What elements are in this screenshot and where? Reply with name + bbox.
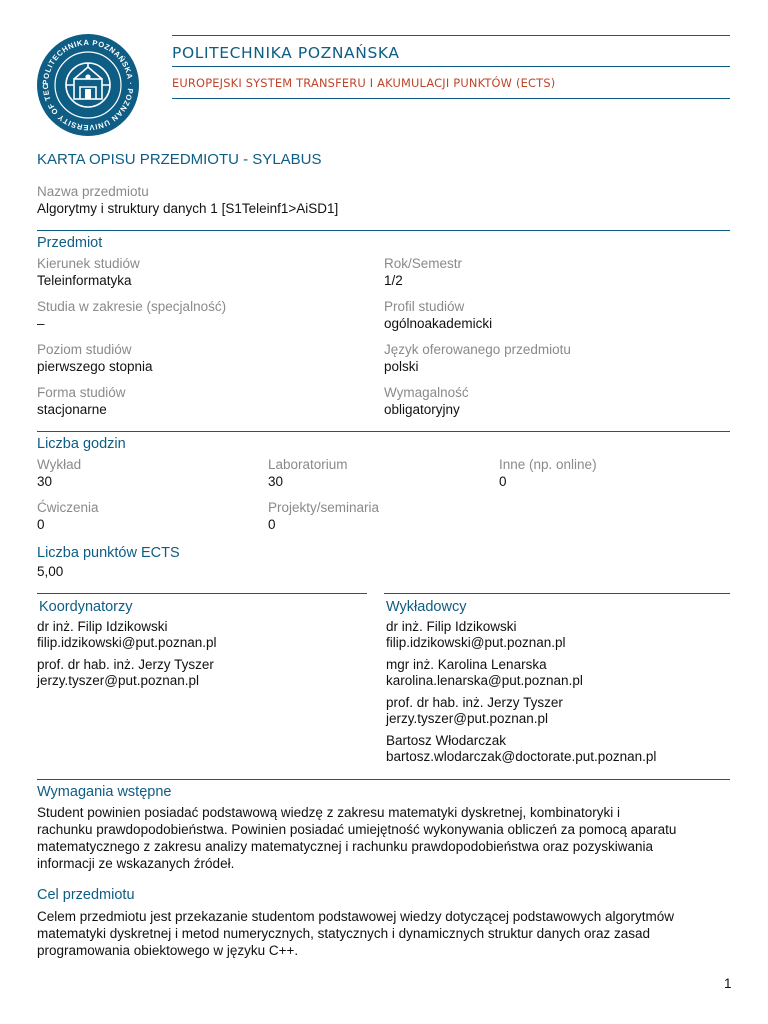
header-top-rule	[172, 35, 730, 36]
field-value: obligatoryjny	[384, 402, 460, 417]
hours-value: 30	[268, 474, 284, 489]
field-label: Profil studiów	[384, 299, 465, 314]
lecturer-email[interactable]: karolina.lenarska@put.poznan.pl	[386, 673, 583, 688]
text-line: Student powinien posiadać podstawową wiedzę z zakresu matematyki dyskretnej, kombinatoryki i	[37, 805, 621, 820]
field-label: Poziom studiów	[37, 342, 132, 357]
coordinator-email[interactable]: filip.idzikowski@put.poznan.pl	[37, 635, 217, 650]
svg-text:POLITECHNIKA POZNAŃSKA · POZNA: POLITECHNIKA POZNAŃSKA · POZNAN UNIVERSITY OF TEC	[40, 37, 136, 133]
hours-value: 0	[499, 474, 507, 489]
field-label: Język oferowanego przedmiotu	[384, 342, 571, 357]
hours-value: 30	[37, 474, 53, 489]
header-mid-rule	[172, 66, 730, 67]
field-value: polski	[384, 359, 419, 374]
field-value: stacjonarne	[37, 402, 107, 417]
section-heading-przedmiot: Przedmiot	[37, 235, 103, 251]
lecturer-name: prof. dr hab. inż. Jerzy Tyszer	[386, 695, 563, 710]
field-label: Kierunek studiów	[37, 256, 140, 271]
text-line: programowania obiektowego w języku C++.	[37, 943, 299, 958]
text-line: informacji ze wskazanych źródeł.	[37, 856, 235, 871]
header-bottom-rule	[172, 98, 730, 99]
lecturer-name: dr inż. Filip Idzikowski	[386, 619, 517, 634]
prerequisites-text	[37, 804, 737, 872]
coordinator-name: dr inż. Filip Idzikowski	[37, 619, 168, 634]
section-rule	[384, 593, 730, 594]
lecturer-name: mgr inż. Karolina Lenarska	[386, 657, 547, 672]
ects-value: 5,00	[37, 564, 64, 579]
field-label: Rok/Semestr	[384, 256, 463, 271]
section-rule	[37, 779, 730, 780]
hours-label: Inne (np. online)	[499, 457, 597, 472]
hours-label: Laboratorium	[268, 457, 348, 472]
university-logo	[36, 33, 140, 137]
coordinator-name: prof. dr hab. inż. Jerzy Tyszer	[37, 657, 214, 672]
course-goal-text	[37, 908, 737, 959]
field-label: Studia w zakresie (specjalność)	[37, 299, 227, 314]
hours-label: Ćwiczenia	[37, 500, 99, 515]
section-heading-ects: Liczba punktów ECTS	[37, 545, 180, 561]
field-value: 1/2	[384, 273, 403, 288]
text-line: Celem przedmiotu jest przekazanie studentom podstawowej wiedzy dotyczącej podstawowych algorytmów	[37, 909, 675, 924]
field-value: Teleinformatyka	[37, 273, 132, 288]
coordinator-email[interactable]: jerzy.tyszer@put.poznan.pl	[37, 673, 200, 688]
lecturer-email[interactable]: bartosz.wlodarczak@doctorate.put.poznan.pl	[386, 749, 657, 764]
section-rule	[37, 431, 730, 432]
hours-label: Wykład	[37, 457, 82, 472]
page-number: 1	[724, 976, 732, 991]
section-rule	[37, 593, 367, 594]
document-title: KARTA OPISU PRZEDMIOTU - SYLABUS	[37, 151, 322, 168]
section-heading-coordinators: Koordynatorzy	[39, 599, 133, 615]
university-name: POLITECHNIKA POZNAŃSKA	[172, 44, 400, 62]
lecturer-email[interactable]: jerzy.tyszer@put.poznan.pl	[386, 711, 549, 726]
lecturer-name: Bartosz Włodarczak	[386, 733, 507, 748]
section-heading-course-goal: Cel przedmiotu	[37, 887, 135, 903]
lecturer-email[interactable]: filip.idzikowski@put.poznan.pl	[386, 635, 566, 650]
hours-value: 0	[268, 517, 276, 532]
text-line: rachunku prawdopodobieństwa. Powinien posiadać umiejętność wykonywania obliczeń za pomocą aparatu	[37, 822, 677, 837]
field-label: Forma studiów	[37, 385, 126, 400]
section-rule	[37, 230, 730, 231]
ects-system-name: EUROPEJSKI SYSTEM TRANSFERU I AKUMULACJI PUNKTÓW (ECTS)	[172, 76, 556, 90]
field-value: pierwszego stopnia	[37, 359, 153, 374]
text-line: matematycznego z zakresu analizy matematycznej i rachunku prawdopodobieństwa oraz pozyskiwania	[37, 839, 654, 854]
course-name: Algorytmy i struktury danych 1 [S1Teleinf1>AiSD1]	[37, 201, 339, 216]
section-heading-lecturers: Wykładowcy	[386, 599, 467, 615]
hours-value: 0	[37, 517, 45, 532]
field-value: ogólnoakademicki	[384, 316, 493, 331]
text-line: matematyki dyskretnej i metod numerycznych, statycznych i dynamicznych struktur danych oraz zasad	[37, 926, 650, 941]
course-name-label: Nazwa przedmiotu	[37, 184, 149, 199]
hours-label: Projekty/seminaria	[268, 500, 380, 515]
section-heading-prerequisites: Wymagania wstępne	[37, 784, 172, 800]
section-heading-hours: Liczba godzin	[37, 436, 126, 452]
field-label: Wymagalność	[384, 385, 469, 400]
field-value: –	[37, 316, 45, 331]
